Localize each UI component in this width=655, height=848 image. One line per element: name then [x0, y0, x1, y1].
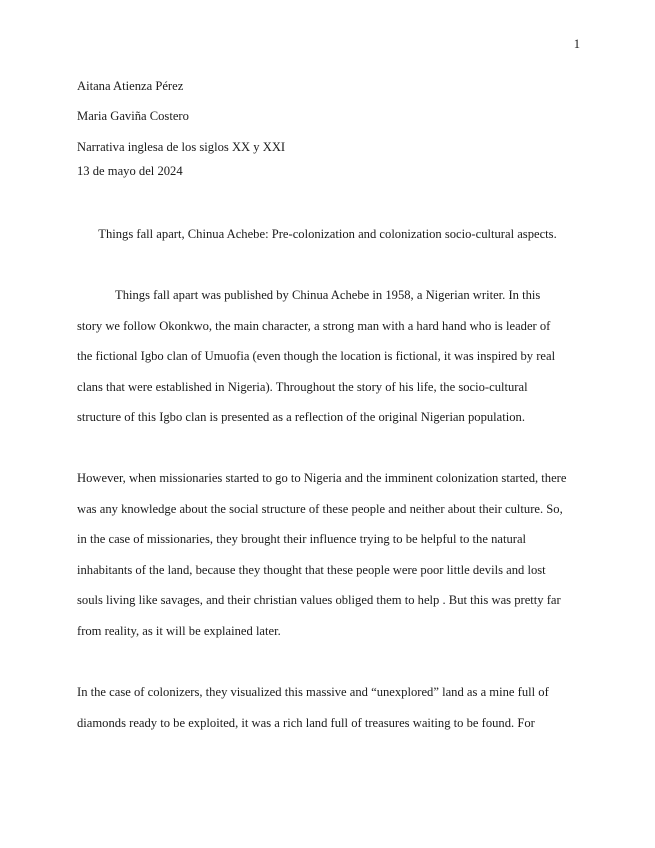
paragraph-line: structure of this Igbo clan is presented as a reflection of the original Nigerian population. [77, 410, 525, 425]
paragraph-line: However, when missionaries started to go to Nigeria and the imminent colonization started, there [77, 471, 567, 485]
author-name-1: Aitana Atienza Pérez [77, 79, 184, 93]
paragraph-line: story we follow Okonkwo, the main character, a strong man with a hard hand who is leader of [77, 318, 551, 333]
author-name-2: Maria Gaviña Costero [77, 109, 189, 123]
paragraph-line: clans that were established in Nigeria). Throughout the story of his life, the socio-cultural [77, 379, 528, 394]
paragraph-line: the fictional Igbo clan of Umuofia (even though the location is fictional, it was inspired by real [77, 349, 556, 364]
paragraph-1 [77, 287, 577, 440]
page-number: 1 [573, 37, 580, 51]
paragraph-line: diamonds ready to be exploited, it was a rich land full of treasures waiting to be found. For [77, 715, 535, 730]
submission-date: 13 de mayo del 2024 [77, 164, 183, 178]
paragraph-line: was any knowledge about the social structure of these people and neither about their culture. So, [77, 501, 563, 516]
paragraph-2 [77, 470, 577, 654]
paragraph-line: Things fall apart was published by Chinua Achebe in 1958, a Nigerian writer. In this [115, 288, 541, 302]
paragraph-line: In the case of colonizers, they visualized this massive and “unexplored” land as a mine full of [77, 685, 549, 699]
paragraph-line: souls living like savages, and their christian values obliged them to help . But this was pretty far [77, 593, 561, 608]
paragraph-line: in the case of missionaries, they brought their influence trying to be helpful to the natural [77, 532, 527, 547]
paragraph-line: inhabitants of the land, because they thought that these people were poor little devils and lost [77, 562, 546, 577]
essay-title: Things fall apart, Chinua Achebe: Pre-colonization and colonization socio-cultural aspects. [98, 227, 557, 241]
paragraph-line: from reality, as it will be explained later. [77, 623, 281, 638]
paragraph-3 [77, 684, 577, 745]
course-name: Narrativa inglesa de los siglos XX y XXI [77, 140, 286, 154]
